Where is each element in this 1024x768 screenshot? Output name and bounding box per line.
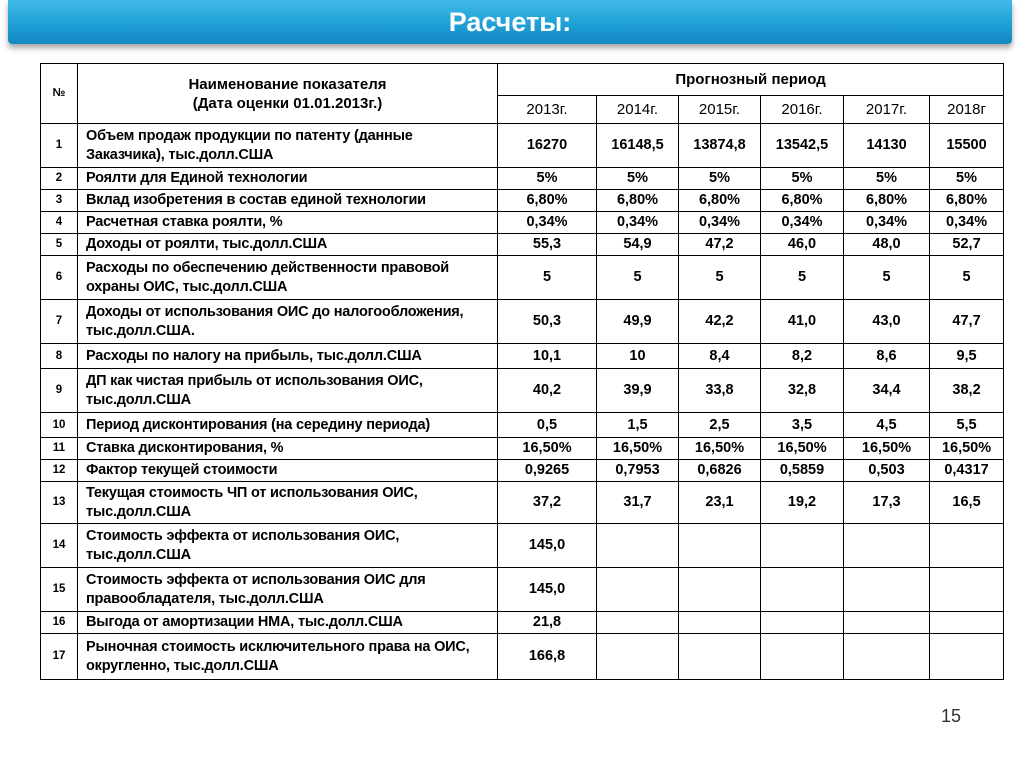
value-cell: 0,34% xyxy=(679,212,761,234)
value-cell: 37,2 xyxy=(498,482,597,524)
value-cell: 15500 xyxy=(930,124,1004,168)
value-cell: 5% xyxy=(679,168,761,190)
value-cell: 48,0 xyxy=(844,234,930,256)
value-cell: 2,5 xyxy=(679,413,761,438)
value-cell: 5 xyxy=(498,256,597,300)
value-cell: 31,7 xyxy=(597,482,679,524)
value-cell: 6,80% xyxy=(844,190,930,212)
value-cell xyxy=(761,634,844,680)
header-indicator-name xyxy=(78,64,498,124)
value-cell xyxy=(679,612,761,634)
value-cell: 16,5 xyxy=(930,482,1004,524)
header-year: 2016г. xyxy=(761,96,844,124)
row-number: 10 xyxy=(41,413,78,438)
value-cell: 8,6 xyxy=(844,344,930,369)
value-cell: 0,34% xyxy=(498,212,597,234)
value-cell xyxy=(930,524,1004,568)
indicator-name: Расходы по налогу на прибыль, тыс.долл.США xyxy=(78,344,498,369)
indicator-name: Расходы по обеспечению действенности правовой охраны ОИС, тыс.долл.США xyxy=(78,256,498,300)
row-number: 14 xyxy=(41,524,78,568)
table-row xyxy=(41,612,1004,634)
value-cell: 3,5 xyxy=(761,413,844,438)
value-cell: 16,50% xyxy=(498,438,597,460)
value-cell: 6,80% xyxy=(597,190,679,212)
row-number: 2 xyxy=(41,168,78,190)
row-number: 3 xyxy=(41,190,78,212)
value-cell xyxy=(844,524,930,568)
table-row xyxy=(41,524,1004,568)
table-row xyxy=(41,344,1004,369)
value-cell: 6,80% xyxy=(679,190,761,212)
table-body xyxy=(41,64,1004,680)
value-cell: 145,0 xyxy=(498,524,597,568)
table-row xyxy=(41,234,1004,256)
indicator-name: Ставка дисконтирования, % xyxy=(78,438,498,460)
row-number: 13 xyxy=(41,482,78,524)
row-number: 16 xyxy=(41,612,78,634)
value-cell: 42,2 xyxy=(679,300,761,344)
header-name-line1: Наименование показателя xyxy=(188,75,387,93)
value-cell: 47,2 xyxy=(679,234,761,256)
value-cell: 0,34% xyxy=(597,212,679,234)
value-cell xyxy=(597,524,679,568)
indicator-name: Рыночная стоимость исключительного права на ОИС, округленно, тыс.долл.США xyxy=(78,634,498,680)
value-cell: 23,1 xyxy=(679,482,761,524)
value-cell xyxy=(761,524,844,568)
table-row xyxy=(41,568,1004,612)
value-cell: 5% xyxy=(761,168,844,190)
value-cell: 16,50% xyxy=(761,438,844,460)
header-year: 2017г. xyxy=(844,96,930,124)
value-cell: 54,9 xyxy=(597,234,679,256)
indicator-name: ДП как чистая прибыль от использования ОИС, тыс.долл.США xyxy=(78,369,498,413)
header-number: № xyxy=(41,64,78,124)
row-number: 12 xyxy=(41,460,78,482)
value-cell xyxy=(930,612,1004,634)
value-cell: 0,503 xyxy=(844,460,930,482)
value-cell: 34,4 xyxy=(844,369,930,413)
indicator-name: Расчетная ставка роялти, % xyxy=(78,212,498,234)
table-row xyxy=(41,212,1004,234)
value-cell: 5% xyxy=(844,168,930,190)
indicator-name: Вклад изобретения в состав единой технологии xyxy=(78,190,498,212)
value-cell: 41,0 xyxy=(761,300,844,344)
value-cell: 16148,5 xyxy=(597,124,679,168)
value-cell: 0,4317 xyxy=(930,460,1004,482)
value-cell xyxy=(930,634,1004,680)
value-cell: 0,34% xyxy=(844,212,930,234)
value-cell xyxy=(761,568,844,612)
indicator-name: Объем продаж продукции по патенту (данные Заказчика), тыс.долл.США xyxy=(78,124,498,168)
value-cell: 10 xyxy=(597,344,679,369)
indicator-name: Стоимость эффекта от использования ОИС для правообладателя, тыс.долл.США xyxy=(78,568,498,612)
value-cell: 0,6826 xyxy=(679,460,761,482)
header-row xyxy=(41,64,1004,96)
indicator-name: Текущая стоимость ЧП от использования ОИС, тыс.долл.США xyxy=(78,482,498,524)
table-row xyxy=(41,256,1004,300)
value-cell: 16270 xyxy=(498,124,597,168)
indicator-name: Доходы от роялти, тыс.долл.США xyxy=(78,234,498,256)
value-cell xyxy=(679,524,761,568)
value-cell: 5 xyxy=(844,256,930,300)
indicator-name: Стоимость эффекта от использования ОИС, тыс.долл.США xyxy=(78,524,498,568)
value-cell: 5% xyxy=(930,168,1004,190)
value-cell: 5 xyxy=(930,256,1004,300)
value-cell: 50,3 xyxy=(498,300,597,344)
value-cell: 16,50% xyxy=(597,438,679,460)
value-cell: 16,50% xyxy=(679,438,761,460)
header-year: 2014г. xyxy=(597,96,679,124)
value-cell: 21,8 xyxy=(498,612,597,634)
value-cell: 52,7 xyxy=(930,234,1004,256)
value-cell: 5% xyxy=(597,168,679,190)
value-cell: 10,1 xyxy=(498,344,597,369)
indicator-name: Роялти для Единой технологии xyxy=(78,168,498,190)
value-cell: 4,5 xyxy=(844,413,930,438)
value-cell: 0,9265 xyxy=(498,460,597,482)
value-cell: 13542,5 xyxy=(761,124,844,168)
row-number: 7 xyxy=(41,300,78,344)
value-cell: 55,3 xyxy=(498,234,597,256)
value-cell: 39,9 xyxy=(597,369,679,413)
row-number: 1 xyxy=(41,124,78,168)
value-cell: 13874,8 xyxy=(679,124,761,168)
value-cell: 8,4 xyxy=(679,344,761,369)
value-cell: 0,5 xyxy=(498,413,597,438)
table-row xyxy=(41,300,1004,344)
table-row xyxy=(41,168,1004,190)
table-row xyxy=(41,124,1004,168)
row-number: 17 xyxy=(41,634,78,680)
value-cell xyxy=(844,612,930,634)
value-cell: 19,2 xyxy=(761,482,844,524)
value-cell: 6,80% xyxy=(761,190,844,212)
row-number: 8 xyxy=(41,344,78,369)
title-bar xyxy=(8,0,1012,44)
row-number: 4 xyxy=(41,212,78,234)
value-cell xyxy=(761,612,844,634)
value-cell: 0,7953 xyxy=(597,460,679,482)
value-cell: 43,0 xyxy=(844,300,930,344)
value-cell: 46,0 xyxy=(761,234,844,256)
slide-title: Расчеты: xyxy=(448,6,572,37)
value-cell xyxy=(844,634,930,680)
row-number: 9 xyxy=(41,369,78,413)
value-cell xyxy=(930,568,1004,612)
value-cell: 0,34% xyxy=(761,212,844,234)
value-cell xyxy=(844,568,930,612)
value-cell: 16,50% xyxy=(844,438,930,460)
indicator-name: Фактор текущей стоимости xyxy=(78,460,498,482)
table-row xyxy=(41,634,1004,680)
row-number: 15 xyxy=(41,568,78,612)
header-forecast-period: Прогнозный период xyxy=(498,64,1004,96)
value-cell: 5,5 xyxy=(930,413,1004,438)
table-row xyxy=(41,369,1004,413)
indicator-name: Выгода от амортизации НМА, тыс.долл.США xyxy=(78,612,498,634)
indicator-name: Доходы от использования ОИС до налогообложения, тыс.долл.США. xyxy=(78,300,498,344)
header-year: 2018г xyxy=(930,96,1004,124)
value-cell xyxy=(679,568,761,612)
value-cell: 5 xyxy=(597,256,679,300)
table-row xyxy=(41,413,1004,438)
row-number: 5 xyxy=(41,234,78,256)
header-year: 2013г. xyxy=(498,96,597,124)
value-cell: 6,80% xyxy=(930,190,1004,212)
value-cell: 1,5 xyxy=(597,413,679,438)
value-cell xyxy=(597,612,679,634)
table-row xyxy=(41,482,1004,524)
value-cell: 47,7 xyxy=(930,300,1004,344)
value-cell: 49,9 xyxy=(597,300,679,344)
value-cell: 8,2 xyxy=(761,344,844,369)
value-cell xyxy=(597,568,679,612)
table-row xyxy=(41,438,1004,460)
value-cell: 5 xyxy=(679,256,761,300)
value-cell xyxy=(679,634,761,680)
value-cell: 5% xyxy=(498,168,597,190)
header-name-line2: (Дата оценки 01.01.2013г.) xyxy=(192,94,383,112)
value-cell: 145,0 xyxy=(498,568,597,612)
table-row xyxy=(41,460,1004,482)
value-cell: 40,2 xyxy=(498,369,597,413)
value-cell: 6,80% xyxy=(498,190,597,212)
value-cell: 0,34% xyxy=(930,212,1004,234)
value-cell xyxy=(597,634,679,680)
value-cell: 33,8 xyxy=(679,369,761,413)
page-number: 15 xyxy=(940,706,961,726)
value-cell: 9,5 xyxy=(930,344,1004,369)
indicator-name: Период дисконтирования (на середину периода) xyxy=(78,413,498,438)
value-cell: 14130 xyxy=(844,124,930,168)
row-number: 11 xyxy=(41,438,78,460)
value-cell: 166,8 xyxy=(498,634,597,680)
header-year: 2015г. xyxy=(679,96,761,124)
calculation-table xyxy=(40,63,1004,680)
value-cell: 0,5859 xyxy=(761,460,844,482)
row-number: 6 xyxy=(41,256,78,300)
value-cell: 17,3 xyxy=(844,482,930,524)
table-row xyxy=(41,190,1004,212)
value-cell: 16,50% xyxy=(930,438,1004,460)
value-cell: 5 xyxy=(761,256,844,300)
value-cell: 38,2 xyxy=(930,369,1004,413)
value-cell: 32,8 xyxy=(761,369,844,413)
